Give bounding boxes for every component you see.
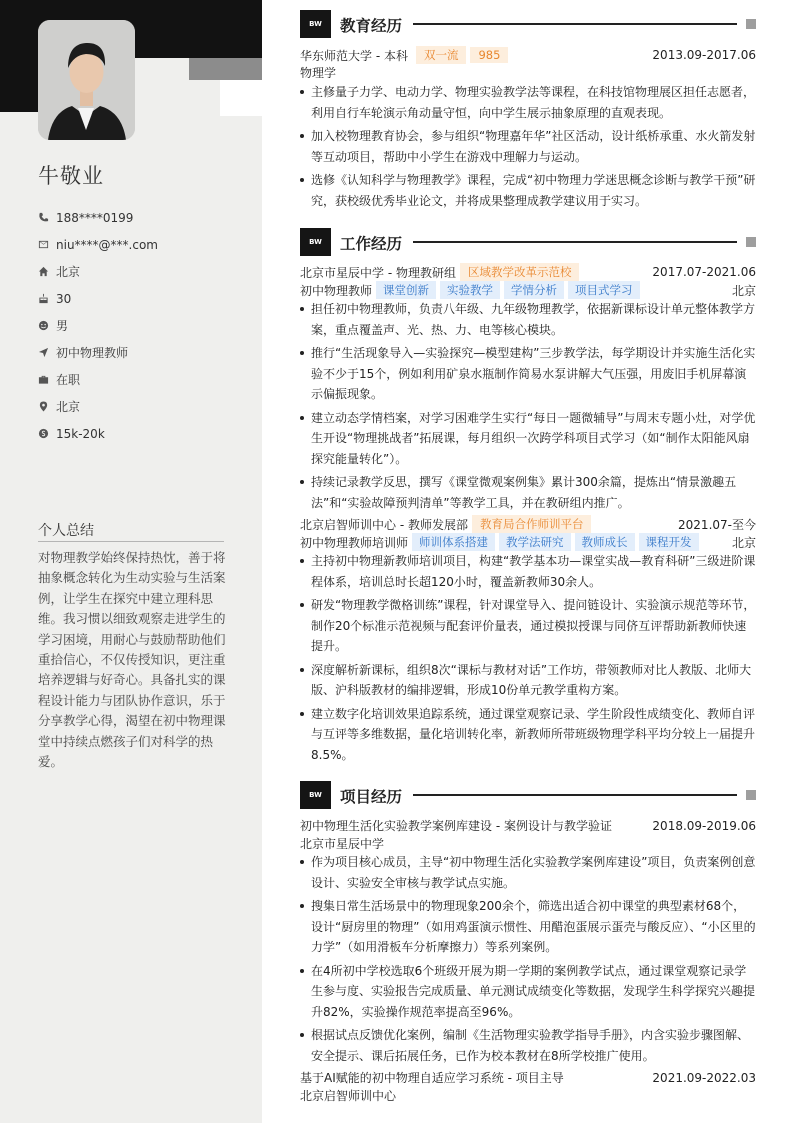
salary-icon [38,428,49,439]
summary-divider [38,541,224,542]
location-pin-icon [38,401,49,412]
job-city: 北京 [731,283,756,298]
education-major: 物理学 [300,66,337,80]
section-square [746,790,756,800]
header-white-block [220,80,262,116]
send-icon [38,347,49,358]
project-name: 初中物理生活化实验教学案例库建设 - 案例设计与教学验证 [300,819,612,833]
education-major-row [300,64,756,81]
job-city: 北京 [731,535,756,550]
project-name: 基于AI赋能的初中物理自适应学习系统 - 项目主导 [300,1071,564,1085]
job-entry [300,515,756,533]
project-entry [300,817,756,834]
section-rule [413,23,737,25]
list-item: 担任初中物理教师，负责八年级、九年级物理教学，依据新课标设计单元整体教学方案，重点覆盖声、光、热、力、电等核心模块。 [300,299,756,340]
list-item: 主修量子力学、电动力学、物理实验教学法等课程，在科技馆物理展区担任志愿者，利用自行车轮演示角动量守恒，向中学生展示抽象原理的直观表现。 [300,82,756,123]
project-org-row [300,1087,756,1104]
job-role-tag: 实验教学 [440,281,500,299]
project-bullets [300,852,756,1069]
sidebar [0,0,262,1123]
home-icon [38,266,49,277]
cake-icon [38,293,49,304]
info-gender: 男 [38,312,158,339]
section-title: 工作经历 [340,235,403,253]
job-role-tag: 学情分析 [504,281,564,299]
job-role-tag: 教学法研究 [499,533,571,551]
job-date: 2021.07-至今 [678,517,756,532]
section-rule [413,241,737,243]
project-date: 2018.09-2019.06 [652,818,756,833]
project-org: 北京市星辰中学 [300,837,385,851]
info-hometown: 北京 [38,258,158,285]
job-org-tag: 区域教学改革示范校 [460,263,580,281]
summary-text: 对物理教学始终保持热忱，善于将抽象概念转化为生动实验与生活案例，让学生在探究中建立理科思维。我习惯以细致观察走进学生的学习困境，用耐心与鼓励帮助他们重拾信心，不仅传授知识，更注重培养逻辑与好奇心。具备扎实的课程设计能力与团队协作意识，乐于分享教学心得，渴望在初中物理课堂中持续点燃孩子们对科学的热爱。 [38,550,226,770]
list-item: 作为项目核心成员，主导“初中物理生活化实验教学案例库建设”项目，负责案例创意设计、实验安全审核与教学试点实施。 [300,852,756,893]
project-entry [300,1069,756,1086]
info-salary: 15k-20k [38,420,158,447]
education-entry [300,46,756,64]
job-bullets [300,551,756,768]
summary-title: 个人总结 [38,523,94,539]
job-role-tag: 师训体系搭建 [412,533,495,551]
phone-icon [38,212,49,223]
briefcase-icon [38,374,49,385]
job-bullets [300,299,756,516]
gender-icon [38,320,49,331]
header-block-left [0,58,38,112]
section-square [746,19,756,29]
avatar [38,20,135,140]
section-square [746,237,756,247]
info-position: 初中物理教师 [38,339,158,366]
job-role-tag: 课程开发 [639,533,699,551]
project-date: 2021.09-2022.03 [652,1070,756,1085]
job-org: 北京市星辰中学 - 物理教研组 [300,265,456,280]
list-item: 建立数字化培训效果追踪系统，通过课堂观察记录、学生阶段性成绩变化、教师自评与互评等多维数据，量化培训转化率，新教师所带班级物理学科平均分较上一届提升8.5%。 [300,704,756,766]
education-bullets [300,82,756,214]
job-role-tag: 项目式学习 [568,281,640,299]
section-badge: BW [300,10,331,38]
info-city: 北京 [38,393,158,420]
list-item: 加入校物理教育协会，参与组织“物理嘉年华”社区活动，设计纸桥承重、水火箭发射等互动项目，帮助中小学生在游戏中理解力与运动。 [300,126,756,167]
job-date: 2017.07-2021.06 [652,265,756,279]
mail-icon [38,239,49,250]
section-work-header [300,228,756,256]
list-item: 选修《认知科学与物理教学》课程，完成“初中物理力学迷思概念诊断与教学干预”研究，获校级优秀毕业论文，并将成果整理成教学建议用于实习。 [300,170,756,211]
education-school: 华东师范大学 - 本科 [300,48,408,63]
section-title: 项目经历 [340,788,403,806]
education-date: 2013.09-2017.06 [652,48,756,62]
info-status: 在职 [38,366,158,393]
list-item: 根据试点反馈优化案例，编制《生活物理实验教学指导手册》，内含实验步骤图解、安全提示、课后拓展任务，已作为校本教材在8所学校推广使用。 [300,1025,756,1066]
list-item: 推行“生活现象导入—实验探究—模型建构”三步教学法，每学期设计并实施生活化实验不少于15个，例如利用矿泉水瓶制作简易水泵讲解大气压强，用废旧手机屏幕演示偏振现象。 [300,343,756,405]
education-tag: 双一流 [416,46,467,64]
section-education-header [300,10,756,38]
info-phone: 188****0199 [38,204,158,231]
candidate-name: 牛敬业 [38,164,104,188]
contact-info [38,204,158,447]
list-item: 搜集日常生活场景中的物理现象200余个，筛选出适合初中课堂的典型素材68个，设计“厨房里的物理”（如用鸡蛋演示惯性、用醋泡蛋展示蛋壳与酸反应）、“小区里的力学”（如用滑板车分析摩擦力）等系列案例。 [300,896,756,958]
list-item: 持续记录教学反思，撰写《课堂微观案例集》累计300余篇，提炼出“情景激趣五法”和“实验故障预判清单”等教学工具，并在教研组内推广。 [300,472,756,513]
job-role: 初中物理教师 [300,283,373,298]
list-item: 深度解析新课标，组织8次“课标与教材对话”工作坊，带领教师对比人教版、北师大版、沪科版教材的编排逻辑，形成10份单元教学重构方案。 [300,660,756,701]
section-title: 教育经历 [340,17,403,35]
education-tag: 985 [470,47,508,63]
project-org-row [300,835,756,852]
job-role: 初中物理教师培训师 [300,535,409,550]
project-org: 北京启智师训中心 [300,1089,397,1103]
job-org: 北京启智师训中心 - 教师发展部 [300,517,468,532]
list-item: 主持初中物理新教师培训项目，构建“教学基本功—课堂实战—教育科研”三级进阶课程体系，培训总时长超120小时，覆盖新教师30余人。 [300,551,756,592]
job-role-row [300,281,756,299]
info-age: 30 [38,285,158,312]
job-entry [300,263,756,281]
section-projects-header [300,781,756,809]
job-role-tag: 教师成长 [575,533,635,551]
list-item: 研发“物理教学微格训练”课程，针对课堂导入、提问链设计、实验演示规范等环节，制作20个标准示范视频与配套评价量表，通过模拟授课与同侪互评帮助新教师快速提升。 [300,595,756,657]
job-role-tag: 课堂创新 [376,281,436,299]
header-accent-bar [189,58,262,80]
section-badge: BW [300,781,331,809]
job-org-tag: 教育局合作师训平台 [472,515,592,533]
section-rule [413,794,737,796]
list-item: 建立动态学情档案，对学习困难学生实行“每日一题微辅导”与周末专题小灶，对学优生开设“物理挑战者”拓展课，每月组织一次跨学科项目式学习（如“制作太阳能风扇探究能量转化”）。 [300,408,756,470]
list-item: 在4所初中学校选取6个班级开展为期一学期的案例教学试点，通过课堂观察记录学生参与度、实验报告完成质量、单元测试成绩变化等数据，发现学生科学探究兴趣提升82%，实验操作规范率提高至96%。 [300,961,756,1023]
job-role-row [300,533,756,551]
section-badge: BW [300,228,331,256]
info-email: niu****@***.com [38,231,158,258]
